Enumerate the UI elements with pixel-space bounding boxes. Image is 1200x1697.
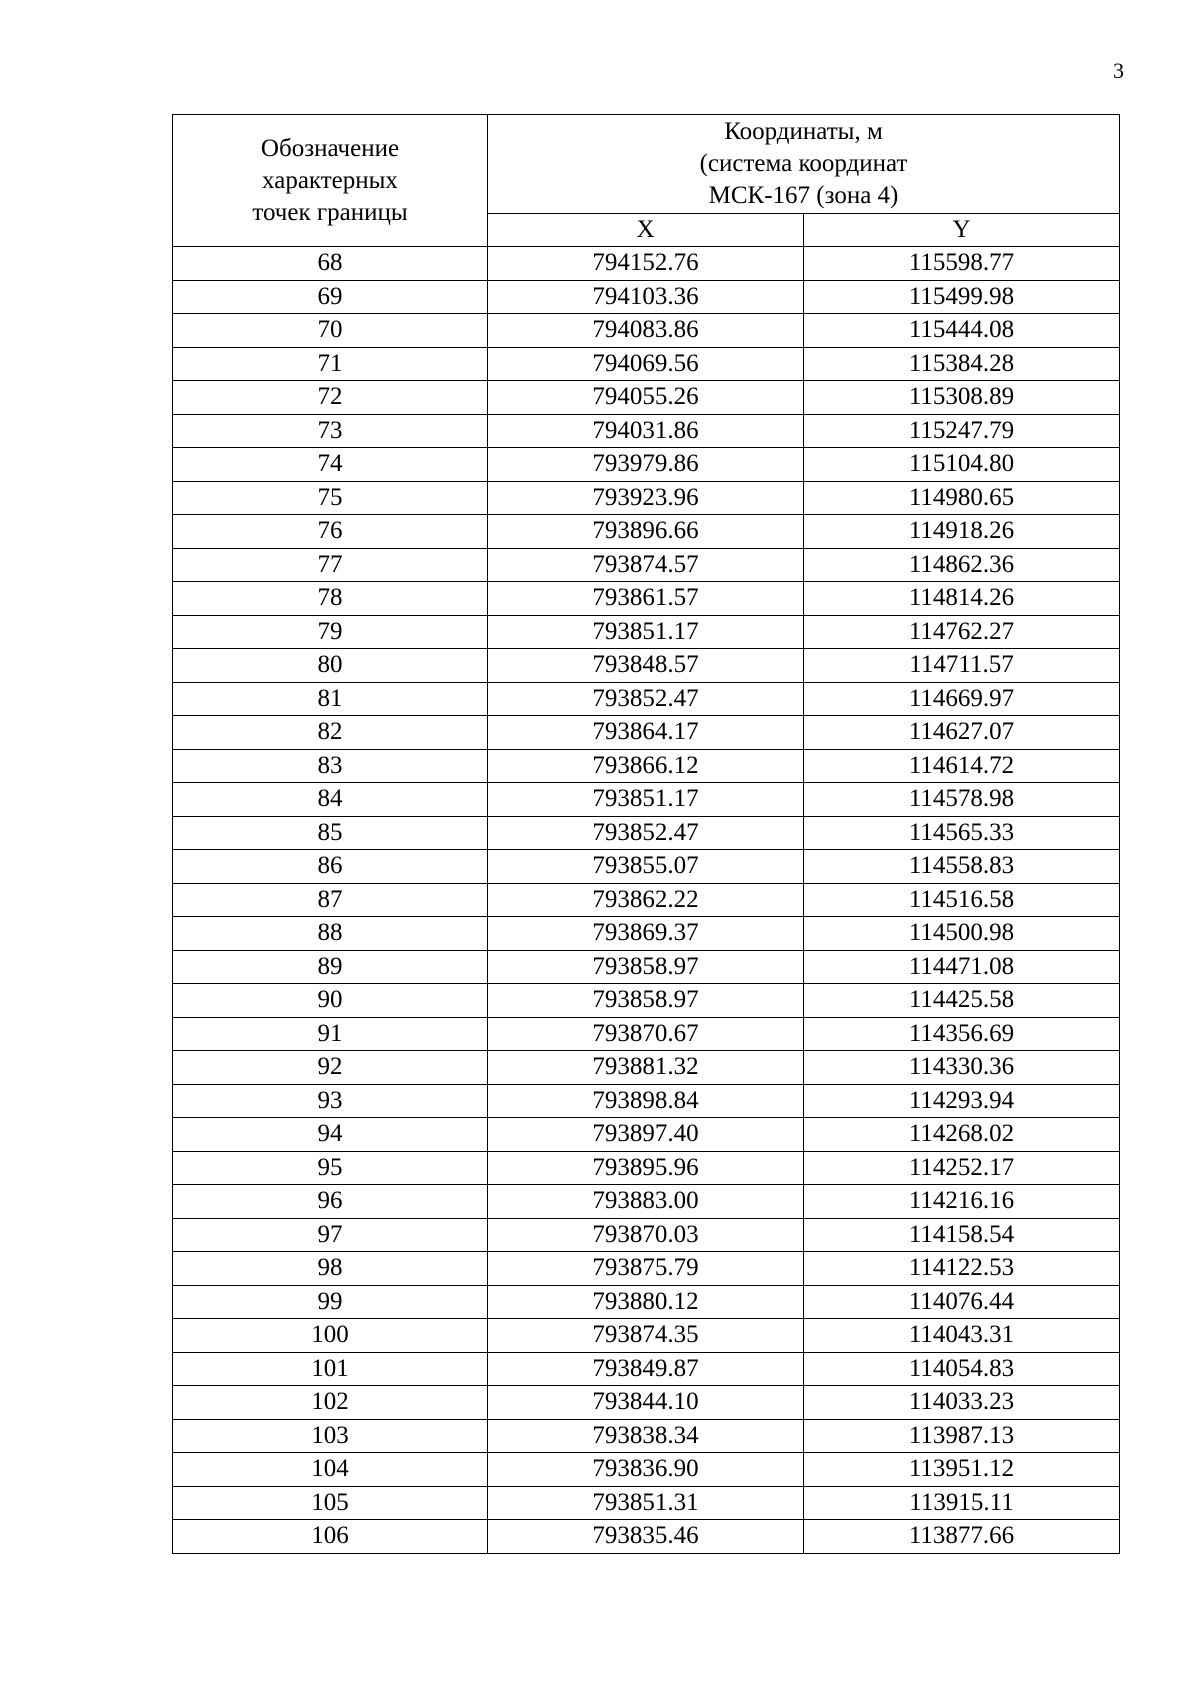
table-row xyxy=(173,716,1120,750)
x-coordinate-cell: 793870.03 xyxy=(488,1218,804,1252)
y-coordinate-cell: 114558.83 xyxy=(804,850,1120,884)
table-row xyxy=(173,1285,1120,1319)
y-coordinate-cell: 115308.89 xyxy=(804,381,1120,415)
y-coordinate-cell: 114054.83 xyxy=(804,1352,1120,1386)
table-row xyxy=(173,414,1120,448)
point-cell: 90 xyxy=(173,984,488,1018)
x-coordinate-cell: 793883.00 xyxy=(488,1185,804,1219)
table-row xyxy=(173,1319,1120,1353)
x-coordinate-cell: 793979.86 xyxy=(488,448,804,482)
y-coordinate-cell: 115598.77 xyxy=(804,247,1120,281)
y-coordinate-cell: 115247.79 xyxy=(804,414,1120,448)
x-coordinate-cell: 793858.97 xyxy=(488,950,804,984)
table-row xyxy=(173,481,1120,515)
point-cell: 106 xyxy=(173,1520,488,1554)
x-coordinate-cell: 793869.37 xyxy=(488,917,804,951)
table-row xyxy=(173,1185,1120,1219)
page-number: 3 xyxy=(1113,58,1124,83)
x-coordinate-cell: 794103.36 xyxy=(488,280,804,314)
x-coordinate-cell: 794031.86 xyxy=(488,414,804,448)
x-coordinate-cell: 793870.67 xyxy=(488,1017,804,1051)
x-coordinate-cell: 794152.76 xyxy=(488,247,804,281)
x-coordinate-cell: 793875.79 xyxy=(488,1252,804,1286)
y-coordinate-cell: 115384.28 xyxy=(804,347,1120,381)
x-coordinate-cell: 793852.47 xyxy=(488,816,804,850)
y-coordinate-cell: 114614.72 xyxy=(804,749,1120,783)
y-coordinate-cell: 114578.98 xyxy=(804,783,1120,817)
point-cell: 96 xyxy=(173,1185,488,1219)
table-row xyxy=(173,649,1120,683)
point-cell: 71 xyxy=(173,347,488,381)
y-coordinate-cell: 114033.23 xyxy=(804,1386,1120,1420)
point-cell: 94 xyxy=(173,1118,488,1152)
table-row xyxy=(173,1419,1120,1453)
table-row xyxy=(173,1486,1120,1520)
table-row xyxy=(173,515,1120,549)
y-coordinate-cell: 114471.08 xyxy=(804,950,1120,984)
y-coordinate-cell: 115104.80 xyxy=(804,448,1120,482)
y-coordinate-cell: 114158.54 xyxy=(804,1218,1120,1252)
table-row xyxy=(173,1252,1120,1286)
x-coordinate-cell: 793896.66 xyxy=(488,515,804,549)
point-cell: 91 xyxy=(173,1017,488,1051)
point-cell: 77 xyxy=(173,548,488,582)
point-cell: 83 xyxy=(173,749,488,783)
point-cell: 88 xyxy=(173,917,488,951)
x-coordinate-cell: 793861.57 xyxy=(488,582,804,616)
x-coordinate-cell: 793858.97 xyxy=(488,984,804,1018)
point-cell: 102 xyxy=(173,1386,488,1420)
point-cell: 92 xyxy=(173,1051,488,1085)
point-cell: 97 xyxy=(173,1218,488,1252)
table-row xyxy=(173,314,1120,348)
y-coordinate-cell: 114122.53 xyxy=(804,1252,1120,1286)
coordinates-header-line2: (система координат xyxy=(699,150,908,177)
coordinates-header-line3: МСК-167 (зона 4) xyxy=(708,182,899,209)
point-cell: 101 xyxy=(173,1352,488,1386)
point-cell: 70 xyxy=(173,314,488,348)
y-coordinate-cell: 113915.11 xyxy=(804,1486,1120,1520)
x-coordinate-cell: 793838.34 xyxy=(488,1419,804,1453)
y-coordinate-cell: 115499.98 xyxy=(804,280,1120,314)
y-coordinate-cell: 114762.27 xyxy=(804,615,1120,649)
point-cell: 72 xyxy=(173,381,488,415)
point-cell: 75 xyxy=(173,481,488,515)
y-coordinate-cell: 113987.13 xyxy=(804,1419,1120,1453)
x-coordinate-cell: 793844.10 xyxy=(488,1386,804,1420)
point-cell: 76 xyxy=(173,515,488,549)
table-row xyxy=(173,1051,1120,1085)
table-row xyxy=(173,917,1120,951)
x-coordinate-cell: 793855.07 xyxy=(488,850,804,884)
table-row xyxy=(173,1118,1120,1152)
table-row xyxy=(173,1453,1120,1487)
y-coordinate-cell: 114627.07 xyxy=(804,716,1120,750)
table-row xyxy=(173,1218,1120,1252)
point-cell: 86 xyxy=(173,850,488,884)
coordinates-table xyxy=(172,114,1120,1554)
x-coordinate-cell: 793849.87 xyxy=(488,1352,804,1386)
table-row xyxy=(173,247,1120,281)
table-row xyxy=(173,347,1120,381)
y-coordinate-cell: 114356.69 xyxy=(804,1017,1120,1051)
table-row xyxy=(173,582,1120,616)
table-row xyxy=(173,749,1120,783)
table-row xyxy=(173,1017,1120,1051)
x-coordinate-cell: 793874.35 xyxy=(488,1319,804,1353)
x-coordinate-cell: 793851.31 xyxy=(488,1486,804,1520)
x-column-header: X xyxy=(488,214,804,247)
table-row xyxy=(173,1352,1120,1386)
point-cell: 105 xyxy=(173,1486,488,1520)
y-coordinate-cell: 114076.44 xyxy=(804,1285,1120,1319)
y-coordinate-cell: 114516.58 xyxy=(804,883,1120,917)
x-coordinate-cell: 793848.57 xyxy=(488,649,804,683)
point-cell: 78 xyxy=(173,582,488,616)
point-cell: 87 xyxy=(173,883,488,917)
x-coordinate-cell: 793898.84 xyxy=(488,1084,804,1118)
y-coordinate-cell: 115444.08 xyxy=(804,314,1120,348)
y-coordinate-cell: 114425.58 xyxy=(804,984,1120,1018)
table-row xyxy=(173,548,1120,582)
table-row xyxy=(173,615,1120,649)
point-cell: 95 xyxy=(173,1151,488,1185)
y-coordinate-cell: 113877.66 xyxy=(804,1520,1120,1554)
table-row xyxy=(173,280,1120,314)
x-coordinate-cell: 793862.22 xyxy=(488,883,804,917)
y-coordinate-cell: 114043.31 xyxy=(804,1319,1120,1353)
point-cell: 69 xyxy=(173,280,488,314)
y-coordinate-cell: 114268.02 xyxy=(804,1118,1120,1152)
table-row xyxy=(173,381,1120,415)
point-cell: 93 xyxy=(173,1084,488,1118)
coordinates-header-line1: Координаты, м xyxy=(724,118,883,145)
y-coordinate-cell: 114293.94 xyxy=(804,1084,1120,1118)
table-row xyxy=(173,984,1120,1018)
point-cell: 84 xyxy=(173,783,488,817)
table-row xyxy=(173,1386,1120,1420)
x-coordinate-cell: 793866.12 xyxy=(488,749,804,783)
table-row xyxy=(173,883,1120,917)
x-coordinate-cell: 793895.96 xyxy=(488,1151,804,1185)
y-coordinate-cell: 114565.33 xyxy=(804,816,1120,850)
table-row xyxy=(173,816,1120,850)
y-coordinate-cell: 114216.16 xyxy=(804,1185,1120,1219)
x-coordinate-cell: 793881.32 xyxy=(488,1051,804,1085)
x-coordinate-cell: 794083.86 xyxy=(488,314,804,348)
point-column-header xyxy=(173,115,488,247)
x-coordinate-cell: 793851.17 xyxy=(488,615,804,649)
table-row xyxy=(173,783,1120,817)
table-row xyxy=(173,950,1120,984)
point-cell: 89 xyxy=(173,950,488,984)
x-coordinate-cell: 793851.17 xyxy=(488,783,804,817)
point-cell: 81 xyxy=(173,682,488,716)
y-coordinate-cell: 114711.57 xyxy=(804,649,1120,683)
x-coordinate-cell: 793897.40 xyxy=(488,1118,804,1152)
table-row xyxy=(173,682,1120,716)
x-coordinate-cell: 794069.56 xyxy=(488,347,804,381)
point-cell: 98 xyxy=(173,1252,488,1286)
y-coordinate-cell: 114980.65 xyxy=(804,481,1120,515)
coordinates-column-header xyxy=(488,115,1120,214)
x-coordinate-cell: 793880.12 xyxy=(488,1285,804,1319)
point-cell: 85 xyxy=(173,816,488,850)
table-row xyxy=(173,448,1120,482)
y-coordinate-cell: 114918.26 xyxy=(804,515,1120,549)
x-coordinate-cell: 794055.26 xyxy=(488,381,804,415)
y-coordinate-cell: 114669.97 xyxy=(804,682,1120,716)
point-cell: 100 xyxy=(173,1319,488,1353)
x-coordinate-cell: 793864.17 xyxy=(488,716,804,750)
y-coordinate-cell: 113951.12 xyxy=(804,1453,1120,1487)
y-column-header: Y xyxy=(804,214,1120,247)
x-coordinate-cell: 793835.46 xyxy=(488,1520,804,1554)
table-row xyxy=(173,850,1120,884)
point-cell: 99 xyxy=(173,1285,488,1319)
table-row xyxy=(173,1151,1120,1185)
point-cell: 73 xyxy=(173,414,488,448)
point-cell: 103 xyxy=(173,1419,488,1453)
point-cell: 104 xyxy=(173,1453,488,1487)
x-coordinate-cell: 793836.90 xyxy=(488,1453,804,1487)
table-row xyxy=(173,1520,1120,1554)
y-coordinate-cell: 114814.26 xyxy=(804,582,1120,616)
point-cell: 82 xyxy=(173,716,488,750)
point-cell: 68 xyxy=(173,247,488,281)
point-cell: 74 xyxy=(173,448,488,482)
x-coordinate-cell: 793923.96 xyxy=(488,481,804,515)
table-body xyxy=(173,247,1120,1554)
y-coordinate-cell: 114330.36 xyxy=(804,1051,1120,1085)
point-cell: 79 xyxy=(173,615,488,649)
point-column-header-text: Обозначение характерных точек границы xyxy=(252,134,408,226)
table-row xyxy=(173,1084,1120,1118)
y-coordinate-cell: 114862.36 xyxy=(804,548,1120,582)
y-coordinate-cell: 114252.17 xyxy=(804,1151,1120,1185)
x-coordinate-cell: 793852.47 xyxy=(488,682,804,716)
x-coordinate-cell: 793874.57 xyxy=(488,548,804,582)
point-cell: 80 xyxy=(173,649,488,683)
y-coordinate-cell: 114500.98 xyxy=(804,917,1120,951)
